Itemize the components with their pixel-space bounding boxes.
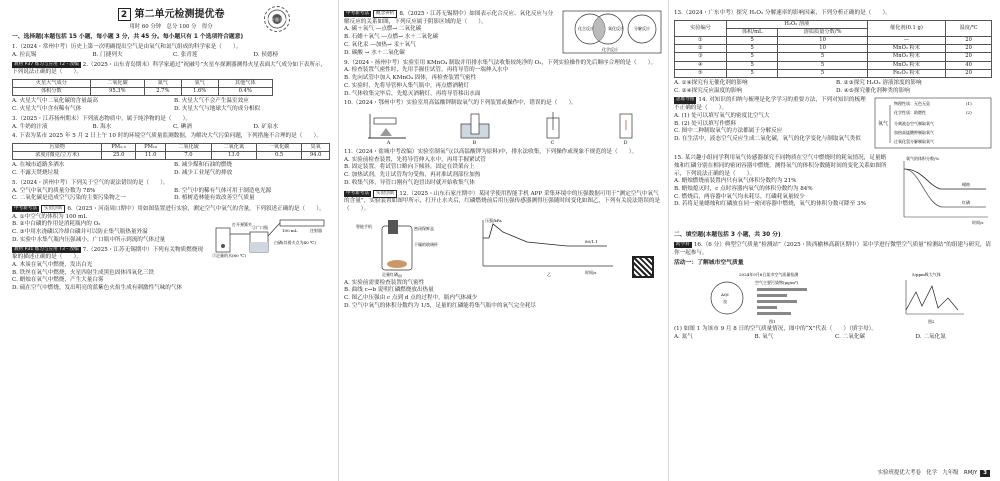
question-14: 氧气 物理性质：无色无臭 (1) 化学性质：助燃性 (2) 分离液态空气制取氧气 加热高锰酸钾制取氧气 过氧化氢分解制取氧气 思维导图 14. 对知识的归纳与梳理是化学学习的重要方法，下列对知识的梳理不正确的是（ ）。 A. (1) 处可以填写氧气的密度比空气大 B. (2) 处可以填写作燃料 C. 图中二种制取氧气的方法都属于分解反应 D. 在生活中，液态空气反应生成二氧化碳，氧气的化学变化与制取氧气类似 (674, 97, 992, 153)
question-12: 中考新考法 实验创新 12.（2025・山东石家庄期中）某同学使用智能手机 APP 采集环境中的压强数据可用于“测定空气中氧气的含量”，实验装置如图甲所示，打开止水夹后，红磷燃烧前后用压强传感器测得压强随时间变化如图乙，下列有关说法错误的是（ ）。 智能手机 密闭保鲜盒 干燥的玻璃杯 足量红磷 甲 压强/kPa 时间/s 80/1.1 乙 A. 实验前需要检查装置的气密性 B. 曲线 c→b 说明红磷燃烧放出热量 C. 图乙中压强由 c 点到 d 点的过程中，瓶内气体减少 D. 空气中氧气的体积分数约为 1/5，足量的红磷能将集气瓶中的氧气完全耗尽 (344, 190, 661, 309)
svg-text:分离液态空气制取氧气: 分离液态空气制取氧气 (894, 121, 934, 127)
svg-text:加热高锰酸钾制取氧气: 加热高锰酸钾制取氧气 (894, 130, 934, 136)
svg-text:足量红磷: 足量红磷 (381, 271, 398, 277)
oxygen-mind-map (874, 97, 992, 153)
column-divider (668, 0, 669, 481)
svg-text:化学反应: 化学反应 (602, 47, 618, 52)
section-heading: 二、填空题(本题包括 3 小题，共 30 分) (674, 231, 781, 238)
seal-icon (264, 6, 290, 32)
h2o2-experiment-table: 实验编号 H₂O₂ 溶液 催化剂(0.1 g) 温度/℃ 体积/mL 溶质质量分数/% ① 5 10 — 20 ② 5 10 MnO₂ 粉末 20 ③ 5 5 MnO₂ 粉末 20 ④ 5 5 MnO₂ 粉末 40 ⑤ 5 5 Fe₂O₃ 粉末 20 (674, 20, 992, 78)
activity-title: 活动一：了解城市空气质量 (674, 260, 744, 267)
svg-text:氧气: 氧气 (878, 121, 889, 128)
svg-text:5/ppm吸大气体: 5/ppm吸大气体 (911, 272, 941, 278)
svg-text:智能手机: 智能手机 (355, 223, 372, 229)
svg-text:80/1.1: 80/1.1 (584, 238, 598, 244)
question-tag: 中考新考法 (346, 190, 369, 196)
pressure-experiment-figure (344, 216, 662, 278)
svg-text:白磷(其着火点为40 ℃): 白磷(其着火点为40 ℃) (274, 239, 316, 245)
section-heading: 一、选择题(本题包括 15 小题，每小题 3 分，共 45 分。每小题只有 1 个选项符合题意) (12, 34, 244, 41)
svg-text:乙: 乙 (546, 271, 551, 277)
svg-text:干燥的玻璃杯: 干燥的玻璃杯 (413, 241, 438, 247)
question-tag: 中考新考法 (14, 205, 37, 211)
page-number: 3 (980, 470, 990, 477)
svg-text:注射器: 注射器 (310, 227, 322, 233)
question-4: 4. 下表为某市 2025 年 5 月 2 日上午 10 时的环境空气质量监测数据，为解决大气污染问题，下列措施不合理的是（ ）。 污染物 PM₂.₅ PM₁₀ 二氧化硫 二氧化氮 一氧化碳 臭氧 浓度/(微克/立方米) 25.0 11.0 7.0 13.0 0.5 94.0 A. 在城市道路多洒水 B. 减少煤和石油的燃烧 C. 不露天焚烧垃圾 D. 减少工业尾气的排放 (12, 133, 330, 178)
column-divider (338, 0, 339, 481)
svg-text:化合反应: 化合反应 (578, 26, 594, 31)
svg-text:物理性质：无色无臭: 物理性质：无色无臭 (894, 101, 930, 107)
question-9: 9.（2024・扬州中考）实验室用 KMnO₄ 制取并用排水集气法收集较纯净的 O₂，下列实验操作的先后顺序合理的是（ ）。 A. 检查装置气密性时，先用手握住试管，再将导管的一端伸入水中 B. 先向试管中加入 KMnO₄ 固体，再检查装置气密性 C. 实验时，先将导管伸入集气瓶中，再点燃酒精灯 D. 气体收集完毕后，先熄灭酒精灯，再将导管移出水面 (344, 59, 657, 97)
svg-text:100 mL: 100 mL (282, 227, 298, 233)
pressure-curve-chart (467, 216, 617, 278)
question-8: 化合反应 氧化反应 分解反应 化学反应 中考新考法 概念辨析 8.（2025・江苏无锡期中）如图表示化合反应、氧化反应与分解反应的关系如图，下列反应属于阴影区域的是（ ）。 A. 碳＋氧气 ―点燃→ 二氧化碳 B. 石蜡＋氧气 ―点燃→ 水＋二氧化碳 C. 氧化汞 ―加热→ 汞＋氧气 D. 碳酸 → 水＋二氧化碳 (344, 10, 662, 58)
exam-meta: 用时 60 分钟 总分 100 分 得分 (129, 23, 213, 30)
question-16: 跨学科 16.（6 分）典型空气质量“检测站”（2025・陕西榆林高新区期中）某中学进行微型空气质量“检测站”的组建与研究，请你一起参与。 活动一：了解城市空气质量 2024年9月8日某市空气质量检测 AQI 良 空气主要污染物(μg/m³) 图1 5/ppm吸大气体 图2 (1) 如图 1 为该市 9 月 8 日的空气质量情况，图中的“X”代表（ ）（填字母）。 A. 氮气 B. 氧气 C. 二氧化碳 D. 二氧化氮 (674, 241, 992, 340)
question-tag: 实验创新 (41, 205, 65, 213)
question-3: 3.（2025・江苏扬州期末）下列液态物质中，属于纯净物的是（ ）。 A. 牛奶的汁液 B. 海水 C. 碘酒 D. 矿泉水 (12, 115, 279, 130)
question-tag: 思维导图 (676, 97, 695, 103)
svg-text:③足量的水(80 ℃): ③足量的水(80 ℃) (212, 252, 246, 258)
question-10: 10.（2024・鄂州中考）实验室用高锰酸钾制取氧气的下列装置或操作中，错误的是（ ）。 A B C D (344, 100, 662, 147)
svg-text:红磷: 红磷 (962, 200, 970, 206)
svg-text:(2): (2) (966, 110, 972, 116)
svg-text:打开弹簧夹: 打开弹簧夹 (232, 221, 252, 227)
svg-text:时间/s: 时间/s (972, 220, 984, 226)
page-footer: 实验班提优大考卷 化学 九年级 RMJY 3 (878, 470, 990, 477)
svg-text:过氧化氢分解制取氧气: 过氧化氢分解制取氧气 (894, 139, 934, 145)
question-2: 教材 P37 练习与应用 T2・改编 2.（2025・山东青岛期末）科学家通过“祝融号”火星车探测器测得火星表面大气成分如下表所示，下列说法正确的是（ ）。 火星大气成分 二氧化碳 氮气 氩气 其他气体 体积分数 95.3% 2.7% 1.6% 0.4% A. 火星大气中二氧化碳的含量最高 B. 火星大气不会产生温室效应 C. 火星大气中含有稀有气体 D. 火星大气与地球大气的成分相似 (12, 61, 327, 113)
svg-text:化学性质：助燃性: 化学性质：助燃性 (894, 110, 926, 116)
svg-text:甲: 甲 (397, 273, 402, 278)
svg-text:良: 良 (722, 299, 727, 305)
reaction-venn-figure (562, 10, 662, 58)
svg-text:图1: 图1 (768, 319, 776, 325)
question-tag: 概念辨析 (373, 10, 397, 18)
air-quality-table: 污染物 PM₂.₅ PM₁₀ 二氧化硫 二氧化氮 一氧化碳 臭氧 浓度/(微克/立方米) 25.0 11.0 7.0 13.0 0.5 94.0 (12, 143, 330, 160)
svg-text:蜡烛: 蜡烛 (962, 182, 970, 188)
question-tag: 实验创新 (373, 190, 397, 198)
svg-text:(1): (1) (966, 101, 972, 107)
svg-text:AQI: AQI (720, 292, 729, 298)
question-tag: 教材 P37 练习与应用 T2・改编 (14, 61, 79, 67)
svg-text:2024年9月8日某市空气质量检测: 2024年9月8日某市空气质量检测 (738, 272, 798, 278)
svg-text:图2: 图2 (927, 319, 935, 325)
svg-text:压强/kPa: 压强/kPa (484, 217, 502, 223)
svg-text:分解反应: 分解反应 (634, 26, 650, 31)
svg-text:氧化反应: 氧化反应 (608, 26, 624, 31)
question-13: 13.（2024・广东中考）探究 H₂O₂ 分解速率的影响因素，下列分析正确的是（ ）。 实验编号 H₂O₂ 溶液 催化剂(0.1 g) 温度/℃ 体积/mL 溶质质量分数/% ① 5 10 — 20 ② 5 10 MnO₂ 粉末 20 ③ 5 5 MnO₂ 粉末 20 ④ 5 5 MnO₂ 粉末 40 ⑤ 5 5 Fe₂O₃ 粉末 20 A. ①④探究有无催化剂的影响 B. ②③探究 H₂O₂ 溶液浓度的影响 C. ②④探究反应温度的影响 D. ④⑤探究催化剂种类的影响 (674, 10, 992, 95)
svg-text:时间/s: 时间/s (584, 269, 597, 275)
unit-number: 2 (118, 8, 131, 21)
svg-text:氧气的体积分数/%: 氧气的体积分数/% (906, 156, 940, 162)
question-6: 中考新考法 实验创新 6.（2025・河南周口期中）用如图装置进行实验，测定空气中氧气的含量，下列叙述正确的是（ ）。 打开弹簧夹 ③足量的水(80 ℃) ②广口瓶 100 mL 注射器 白磷(其着火点为40 ℃) A. ①中空气的体积为 100 mL B. ②中白磷的作用是消耗瓶内的 O₂ C. ③中用水浇磷以冷却白磷并可以防止集气瓶热量外溢 D. 实验中水集气瓶内压强减小，广口瓶中所示到流的气体过量 (12, 205, 330, 245)
column-left (6, 0, 336, 481)
air-quality-figures (674, 270, 992, 324)
svg-text:②广口瓶: ②广口瓶 (252, 224, 268, 230)
mars-atmosphere-table: 火星大气成分 二氧化碳 氮气 氩气 其他气体 体积分数 95.3% 2.7% 1.6% 0.4% (12, 79, 273, 96)
page-title: 2 第二单元检测提优卷 (12, 8, 330, 22)
question-1: 1.（2024・常州中考）历史上第一次明确提出空气是由氧气和氮气组成的科学家是（ ）。 A. 拉瓦锡 B. 门捷列夫 C. 张青莲 D. 侯德榜 (12, 44, 279, 58)
column-right (670, 0, 996, 481)
question-5: 5.（2024・滨州中考）下列关于空气的说法错误的是（ ）。 A. 空气中氧气的质量分数为 78% B. 空气中的稀有气体可用于制造电光源 C. 二氧化碳是造成空气污染的主要污染物之一 D. 植树造林能有效改善空气质量 (12, 179, 272, 202)
lab-apparatus-figures: A B C D (344, 110, 662, 147)
question-tag: 教材 P31 练习与应用 T3・改编 (14, 246, 79, 252)
question-11: 11.（2024・盐城中考改编）实验室制氧气(以高锰酸钾为原料)中，排水法收集，下列操作或现象不规范的是（ ）。 A. 实验前检查装置，先将导管伸入水中，再用手握紧试管 B. 固定装置，将试管口略向下倾斜，固定在铁架台上 C. 加热试剂，先让试管均匀受热，再对准试剂部位加热 D. 收集气体，导管口刚有气泡冒出时就开始收集气体 (344, 148, 638, 186)
oxygen-apparatus-figure (210, 214, 330, 262)
seal-text: 微专题小练 (267, 17, 287, 22)
question-tag: 跨学科 (676, 241, 690, 247)
svg-text:空气主要污染物(μg/m³): 空气主要污染物(μg/m³) (754, 280, 798, 286)
svg-text:密闭保鲜盒: 密闭保鲜盒 (413, 225, 434, 231)
oxygen-fraction-chart (892, 155, 992, 229)
question-7: 教材 P31 练习与应用 T3・改编 7.（2025・江苏无锡期中）下列有关物质燃烧现象的描述正确的是（ ）。 A. 木炭在氧气中燃烧，发出白光 B. 铁丝在氧气中燃烧，火星四射生成黑色固体四氧化三铁 C. 蜡烛在氧气中燃烧，产生大量白雾 D. 硫在空气中燃烧，发出明亮的蓝紫色火焰生成有刺激性气味的气体 (12, 246, 203, 292)
column-middle (340, 0, 666, 481)
question-tag: 中考新考法 (346, 11, 369, 16)
qr-code-icon[interactable] (632, 256, 654, 278)
question-15: 氧气的体积分数/% 时间/s 蜡烛 红磷 15. 某兴趣小组同学利用氧气传感器探究不同物质在空气中燃烧时的耗氧情况，足量蜡烛和红磷分别在相同的密闭容器中燃烧，测得氧气的体积分数随时间的变化关系如图所示，下列说法正确的是（ ）。 A. 蜡烛燃烧前装置内只有氧气体积分数约为 21% B. 蜡烛熄灭时，c 点时容器内氧气的体积分数约为 84% C. 燃烧后，两容器中氧气均未耗尽，红磷耗氧量较少 D. 若将足量蜡烛和红磷放在同一密闭容器中燃烧，氧气的体积分数可降至 3% (674, 155, 992, 229)
